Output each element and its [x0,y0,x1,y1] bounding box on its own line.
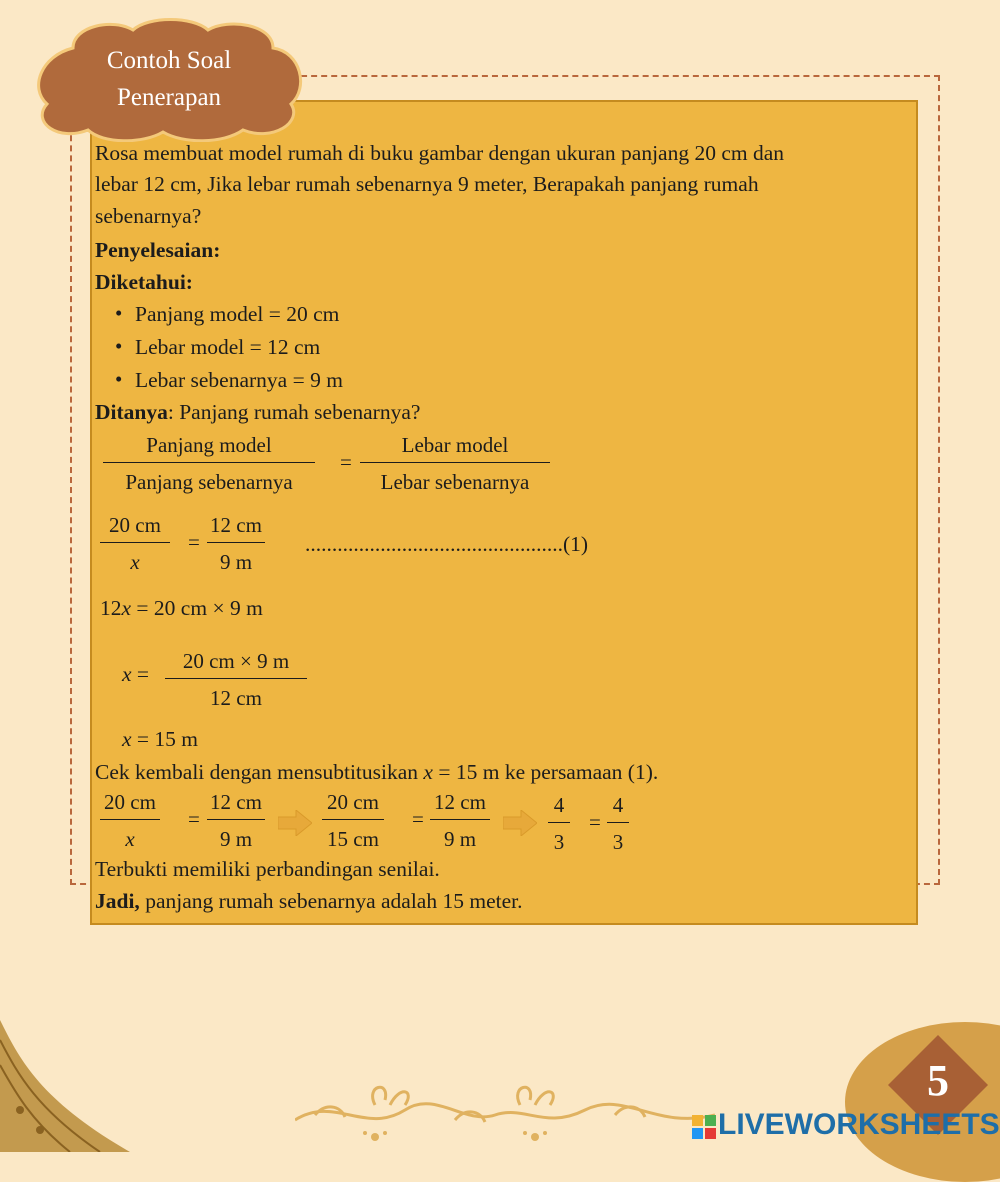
check-a-num: 20 cm [104,790,156,814]
fraction-bar [322,819,384,820]
step2-lhs [122,661,149,687]
page-number: 5 [927,1056,949,1105]
ratio-left-den: Panjang sebenarnya [125,470,293,494]
check-line [95,759,658,785]
check-var: x [423,760,433,784]
header-line2: Penerapan [116,84,222,111]
known-heading: Diketahui: [95,270,193,294]
step2-equals: = [131,662,150,686]
eq1-left-num: 20 cm [109,513,161,537]
check-equals-3: = [589,810,601,834]
check-before: Cek kembali dengan mensubtitusikan [95,760,424,784]
problem-line1: Rosa membuat model rumah di buku gambar dengan ukuran panjang 20 cm dan [95,141,785,165]
conclusion-text: panjang rumah sebenarnya adalah 15 meter. [139,889,523,913]
asked-label: Ditanya [95,400,168,424]
fraction-bar [607,822,629,823]
fraction-bar [207,819,265,820]
known-item-2: Lebar model = 12 cm [135,335,321,359]
step2-fraction [165,648,307,711]
step1-line [100,595,263,621]
bullet-icon: • [115,301,123,325]
eq1-left-fraction [100,512,170,575]
fraction-bar [165,678,307,679]
check-equals-1: = [188,807,200,831]
corner-ornament [0,1020,130,1152]
check-frac-f [607,792,629,855]
eq1-left-den: x [130,550,140,574]
ratio-left-fraction [103,432,315,495]
known-item-1: Panjang model = 20 cm [135,302,340,326]
step1-var: x [121,596,132,620]
fraction-bar [100,819,160,820]
fraction-bar [360,462,550,463]
check-b-num: 12 cm [210,790,262,814]
check-d-den: 9 m [443,827,477,851]
fraction-bar [548,822,570,823]
check-a-den: x [125,827,135,851]
check-d-num: 12 cm [434,790,486,814]
check-frac-a [100,789,160,852]
bullet-icon: • [115,367,123,391]
check-f-num: 4 [612,793,624,817]
check-frac-b [207,789,265,852]
conclusion-label: Jadi, [95,889,140,913]
eq1-equals: = [188,530,200,554]
check-frac-c [322,789,384,852]
conclusion-line [95,888,522,914]
fraction-bar [100,542,170,543]
eq1-right-fraction [207,512,265,575]
watermark-text: LIVEWORKSHEETS [718,1108,1000,1141]
step2-num: 20 cm × 9 m [182,649,290,673]
check-c-den: 15 cm [327,827,379,851]
fraction-bar [207,542,265,543]
proved-line: Terbukti memiliki perbandingan senilai. [95,857,440,881]
check-f-den: 3 [612,830,624,854]
check-equals-2: = [412,807,424,831]
bullet-icon: • [115,334,123,358]
liveworksheets-logo-icon [692,1115,716,1139]
eq1-reference: ................................................(1) [305,532,589,556]
arrow-right-icon [278,810,312,836]
step3-var: x [122,727,132,751]
fraction-bar [103,462,315,463]
ratio-right-den: Lebar sebenarnya [380,470,530,494]
step1-coef: 12 [100,596,122,620]
step1-rest: = 20 cm × 9 m [131,596,263,620]
check-c-num: 20 cm [327,790,379,814]
asked-text: : Panjang rumah sebenarnya? [167,400,421,424]
asked-line [95,399,420,425]
step3-line [122,726,198,752]
header-line1: Contoh Soal [106,47,232,74]
eq1-right-den: 9 m [219,550,253,574]
step3-rest: = 15 m [131,727,199,751]
ratio-equals: = [340,450,352,474]
known-item-3: Lebar sebenarnya = 9 m [135,368,343,392]
header-title [33,42,305,116]
ratio-left-num: Panjang model [146,433,272,457]
check-after: = 15 m ke persamaan (1). [432,760,659,784]
flourish-ornament [295,1075,715,1145]
check-e-num: 4 [553,793,565,817]
fraction-bar [430,819,490,820]
solution-heading: Penyelesaian: [95,238,221,262]
problem-line3: sebenarnya? [95,204,202,228]
ratio-right-num: Lebar model [401,433,509,457]
step2-den: 12 cm [210,686,262,710]
check-b-den: 9 m [219,827,253,851]
problem-line2: lebar 12 cm, Jika lebar rumah sebenarnya 9 meter, Berapakah panjang rumah [95,172,759,196]
check-frac-e [548,792,570,855]
check-e-den: 3 [553,830,565,854]
step2-var: x [122,662,132,686]
check-frac-d [430,789,490,852]
eq1-right-num: 12 cm [210,513,262,537]
ratio-right-fraction [360,432,550,495]
arrow-right-icon [503,810,537,836]
